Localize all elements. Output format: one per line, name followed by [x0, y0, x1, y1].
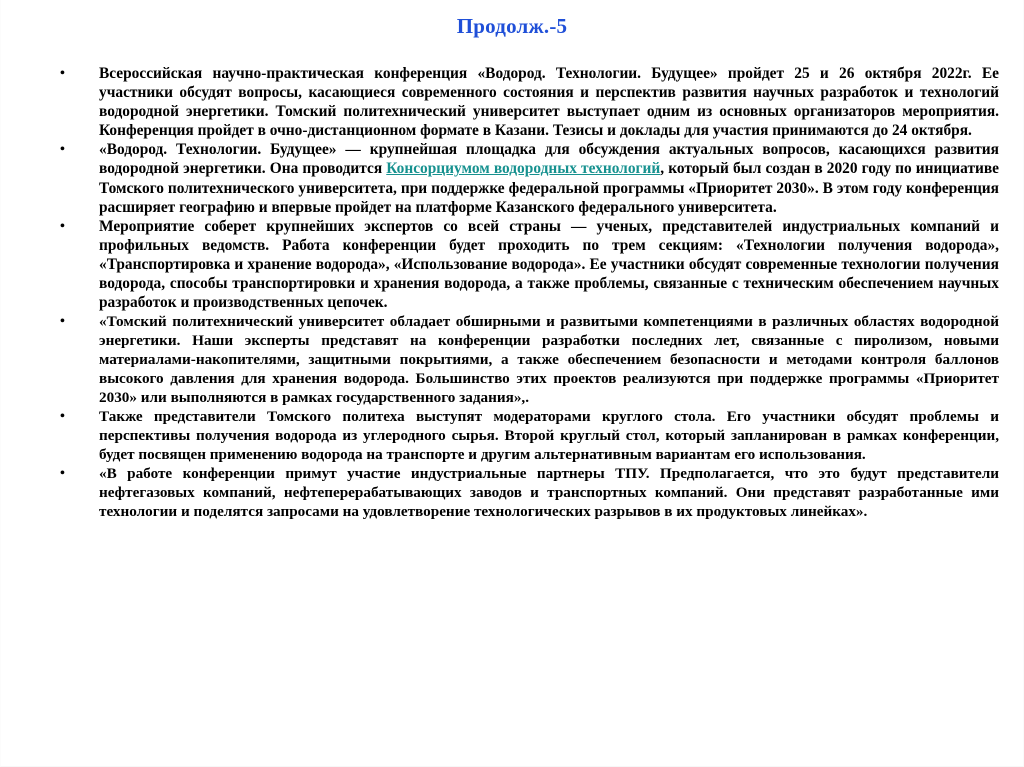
bullet-list	[58, 64, 999, 521]
bullet-text-consortium-platform	[99, 140, 999, 216]
bullet-marker-icon: •	[60, 142, 65, 158]
list-item	[58, 312, 999, 407]
bullet-marker-icon: •	[60, 66, 65, 81]
text-after-link: , который был создан в 2020 году по инициативе Томского политехнического университета, при поддержке федеральной программы «Приоритет 2030». В этом году конференция расширяет географию и впервые пройдет на платформе Казанского федерального университета.	[99, 160, 1000, 216]
text-before-link: «Водород. Технологии. Будущее» — крупнейшая площадка для обсуждения актуальных вопросов, касающихся развития водородной энергетики. Она проводится	[99, 141, 999, 178]
bullet-marker-icon: •	[60, 466, 65, 482]
consortium-hyperlink[interactable]: Консорциумом водородных технологий	[386, 160, 661, 178]
bullet-text-industrial-partners: «В работе конференции примут участие индустриальные партнеры ТПУ. Предполагается, что это будут представители нефтегазовых компаний, нефтеперерабатывающих заводов и транспортных компаний. Они представят разработанные ими технологии и поделятся запросами на удовлетворение технологических разрывов в их продуктовых линейках».	[99, 465, 999, 521]
bullet-marker-icon: •	[60, 314, 65, 330]
bullet-text-experts-sections: Мероприятие соберет крупнейших экспертов со всей страны — ученых, представителей индустриальных компаний и профильных ведомств. Работа конференции будет проходить по трем секциям: «Технологии получения водорода», «Транспортировка и хранение водорода», «Использование водорода». Ее участники обсудят современные технологии получения водорода, способы транспортировки и хранения водорода, а также проблемы, связанные с техническим обеспечением научных разработок и производственных цепочек.	[99, 217, 999, 312]
list-item	[58, 217, 999, 312]
list-item	[58, 140, 999, 216]
bullet-text-round-tables: Также представители Томского политеха выступят модераторами круглого стола. Его участники обсудят проблемы и перспективы получения водорода из углеродного сырья. Второй круглый стол, который запланирован в рамках конференции, будет посвящен применению водорода на транспорте и другим альтернативным вариантам его использования.	[99, 408, 999, 464]
page-title: Продолж.-5	[456, 14, 568, 38]
bullet-text-conference-announcement: Всероссийская научно-практическая конференция «Водород. Технологии. Будущее» пройдет 25 и 26 октября 2022г. Ее участники обсудят вопросы, касающиеся современного состояния и перспектив развития научных разработок и технологий водородной энергетики. Томский политехнический университет выступает одним из основных организаторов мероприятия. Конференция пройдет в очно-дистанционном формате в Казани. Тезисы и доклады для участия принимаются до 24 октября.	[99, 65, 999, 140]
list-item	[58, 64, 999, 140]
bullet-marker-icon: •	[60, 409, 65, 425]
bullet-text-tpu-competencies: «Томский политехнический университет обладает обширными и развитыми компетенциями в различных областях водородной энергетики. Наши эксперты представят на конференции разработки последних лет, связанные с пиролизом, новыми материалами-накопителями, защитными покрытиями, а также обеспечением безопасности и методами контроля баллонов высокого давления для хранения водорода. Большинство этих проектов реализуются при поддержке программы «Приоритет 2030» или выполняются в рамках государственного задания»,.	[99, 313, 999, 407]
bullet-marker-icon: •	[60, 218, 65, 234]
list-item	[58, 464, 999, 521]
list-item	[58, 407, 999, 464]
